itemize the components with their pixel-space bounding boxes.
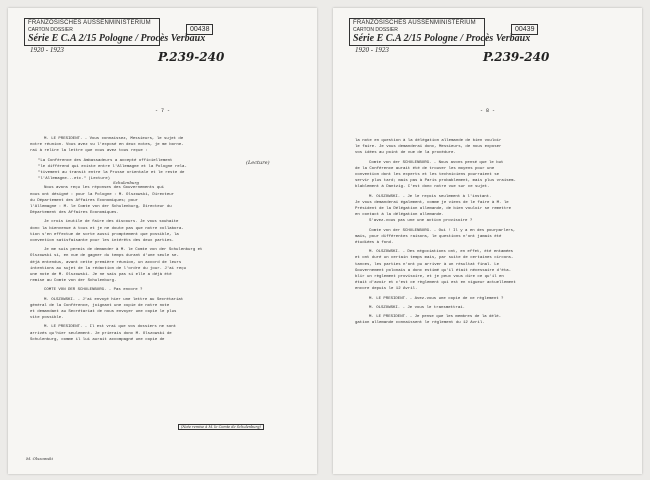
boxed-margin-note: (Note remise à M. le Comte de Schulenburg) [178,424,264,430]
text-line: général de la Conférence, joignant une copie de notre note [30,303,170,308]
text-line: Président de la Délégation allemande, de bien vouloir se remettre [355,207,512,212]
text-line: COMTE VON DER SCHULENBURG. - Pas encore ? [44,288,143,293]
text-line: du Département des Affaires Economiques; pour [30,198,139,203]
ministry-label: FRANZÖSISCHES AUSSENMINISTERIUM [353,20,476,26]
text-line: vite possible. [30,316,64,321]
text-line: Gouvernement polonais a donc estimé qu'il était nécessaire d'éta- [355,268,512,273]
text-line: Je crois inutile de faire des discours. Je vous souhaite [44,220,179,225]
text-line: Comte von der SCHULENBURG. - Oui ! Il y a en des pourparlers, [369,228,516,233]
stamp-number: 00439 [511,24,538,35]
text-line: M. LE PRESIDENT. - Il est vrai que vos dossiers ne sont [44,325,177,330]
text-line: M. OLSZOWSKI. - Des négociations ont, en effet, été entamées [369,250,514,255]
text-line: et ont duré un certain temps mais, par suite de certaines circons- [355,256,514,261]
text-line: Nous avons reçu les réponses des Gouvernements qui [44,186,165,191]
text-line: convention satisfaisante pour les intérêts des deux parties. [30,239,175,244]
text-line: gation allemande connaissent le règlement du 12 Avril. [355,321,485,326]
text-line: Je me suis permis de demander à M. le Comte von der Schulenburg et [44,248,203,253]
text-line: intentions au sujet de la rédaction de l'ordre du jour. J'ai reçu [30,266,187,271]
text-line: arrivés qu'hier seulement. Je prierais donc M. Olszowski de [30,331,172,336]
margin-note: M. Olszowski [26,456,53,461]
text-line: l'Allemagne : M. le Comte von der Schulenburg, Directeur du [30,205,172,210]
text-line: et demandant au Secrétariat de nous envoyer une copie le plus [30,310,177,315]
series-label: Série E C.A 2/15 Pologne / Procès Verbaux [353,33,531,44]
text-line: Je vous demanderai également, comme je viens de le faire à M. le [355,200,509,205]
text-line: M. OLSZOWSKI. - J'ai envoyé hier une lettre au Secrétariat [44,297,184,302]
text-line: donc la bienvenue à tous et je ne doute pas que notre collabora- [30,226,184,231]
page-marker: - 8 - [479,108,495,114]
text-line: S'avez-vous pas une une action provisoire ? [369,219,473,224]
text-line: servir plus tard; mais pas à Paris probablement, mais plus vraisem- [355,179,516,184]
document-body [30,136,298,346]
handwritten-page-number: P.239-240 [158,50,225,64]
quote-line: "le différend qui existe entre l'Allemagne et la Pologne rela- [38,164,187,169]
handwritten-page-number: P.239-240 [483,50,550,64]
text-line: Olszowski si, en vue de gagner du temps durant d'une seule se- [30,254,179,259]
ministry-label: FRANZÖSISCHES AUSSENMINISTERIUM [28,20,151,26]
text-line: rai à relire la lettre que vous avez tous reçue : [30,149,148,154]
text-line: était d'avoir et c'est ce règlement qui est en vigueur actuellement [355,281,516,286]
text-line: Schulenburg, comme il lui aurait accompagné une copie de [30,337,165,342]
page-marker: - 7 - [154,108,170,114]
carton-dossier-label: CARTON DOSSIER [28,27,73,33]
text-line: tances, les parties n'ont pu arriver à un résultat final. Le [355,262,500,267]
text-line: de la Conférence aurait été de trouver les moyens pour une [355,166,495,171]
series-label: Série E C.A 2/15 Pologne / Procès Verbaux [28,33,206,44]
text-line: encore depuis le 12 Avril. [355,287,418,292]
document-page-left [8,8,317,474]
text-line: convention dont les experts et les techniciens pourraient se [355,173,500,178]
years-label: 1920 - 1923 [30,46,64,54]
text-line: blablement à Dantzig. C'est donc notre vue sur ce sujet. [355,185,490,190]
document-page-right [333,8,642,474]
carton-dossier-label: CARTON DOSSIER [353,27,398,33]
text-line: une note de M. Olszowski. Je ne sais pas si elle a déjà été [30,273,172,278]
margin-note: Schulenburg [113,180,139,185]
text-line: M. LE PRESIDENT. - Vous connaissez, Messieurs, le sujet de [44,137,184,141]
text-line: M. OLSZOWSKI. - Je vous le transmettrai. [369,305,466,310]
text-line: le faire. Je vous demanderai donc, Messieurs, de nous exposer [355,145,502,150]
text-line: notre réunion. Vous avez vu l'exposé en deux notes, je me borne- [30,143,184,148]
text-line: M. OLSZOWSKI. - Je le reçois seulement à l'instant. [369,194,492,199]
text-line: en contact à la délégation allemande. [355,213,444,218]
text-line: étudiées à fond. [355,241,394,246]
text-line: blir un règlement provisoire, et je peux vous dire ce qu'il en [355,275,504,280]
margin-note: (Lecture) [246,160,270,166]
text-line: nous ont désigné : pour la Pologne : M. Olszowski, Directeur [30,192,175,197]
text-line: vos idées au point de vue de la procédure. [355,151,456,156]
years-label: 1920 - 1923 [355,46,389,54]
text-line: M. LE PRESIDENT. - Je pense que les membres de la délé- [369,315,502,320]
text-line: Comte von der SCHULENBURG. - Nous avons pensé que le but [369,160,504,165]
text-line: Département des Affaires Economiques. [30,211,119,216]
text-line: remise au Comte von der Schulenburg. [30,279,117,284]
quote-line: "l'Allemagne...etc." (Lecture) [38,177,111,182]
quote-line: "tivement au transit entre la Prusse orientale et le reste de [38,171,185,176]
text-line: la note en question à la délégation allemande de bien vouloir [355,139,502,143]
text-line: tion s'en effectue de sorte aussi promptement que possible, la [30,232,179,237]
text-line: M. LE PRESIDENT. - Avez-vous une copie de ce règlement ? [369,296,504,301]
text-line: déjà entendus, avant cette première réunion, un accord de leurs [30,260,182,265]
stamp-number: 00438 [186,24,213,35]
document-body [355,138,623,329]
quote-line: "La Conférence des Ambassadeurs a accepté officiellement [38,158,173,163]
text-line: mais, pour différentes raisons, le questions n'ont jamais été [355,234,502,239]
